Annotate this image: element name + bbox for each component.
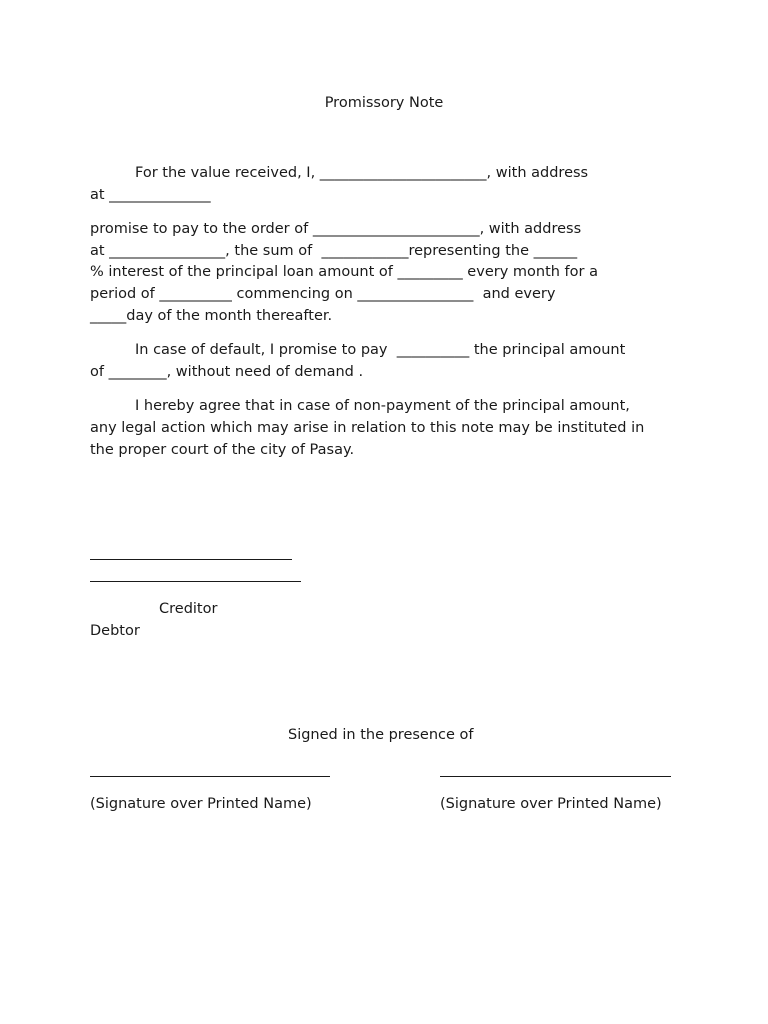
- paragraph-2-line-1: promise to pay to the order of _______________________, with address: [90, 221, 582, 237]
- paragraph-3-line-2: of ________, without need of demand .: [90, 364, 364, 380]
- paragraph-4-line-3: the proper court of the city of Pasay.: [90, 442, 355, 458]
- creditor-label: Creditor: [159, 601, 218, 617]
- paragraph-1-line-2: at ______________: [90, 187, 211, 203]
- document-title: Promissory Note: [324, 95, 444, 111]
- paragraph-2-line-4: period of __________ commencing on ________________ and every: [90, 286, 556, 302]
- witness-left-signature-line: [90, 776, 330, 777]
- witness-right-caption: (Signature over Printed Name): [440, 796, 662, 812]
- debtor-signature-line: [90, 581, 301, 582]
- paragraph-2-line-5: _____day of the month thereafter.: [90, 308, 333, 324]
- witness-heading: Signed in the presence of: [288, 727, 474, 743]
- witness-left-caption: (Signature over Printed Name): [90, 796, 312, 812]
- debtor-label: Debtor: [90, 623, 140, 639]
- witness-right-signature-line: [440, 776, 671, 777]
- creditor-signature-line: [90, 559, 292, 560]
- paragraph-2-line-3: % interest of the principal loan amount of _________ every month for a: [90, 264, 598, 280]
- paragraph-3-line-1: In case of default, I promise to pay __________ the principal amount: [135, 342, 626, 358]
- paragraph-2-line-2: at ________________, the sum of ____________representing the ______: [90, 243, 578, 259]
- paragraph-4-line-2: any legal action which may arise in relation to this note may be instituted in: [90, 420, 645, 436]
- paragraph-4-line-1: I hereby agree that in case of non-payment of the principal amount,: [135, 398, 630, 414]
- paragraph-1-line-1: For the value received, I, _______________________, with address: [135, 165, 589, 181]
